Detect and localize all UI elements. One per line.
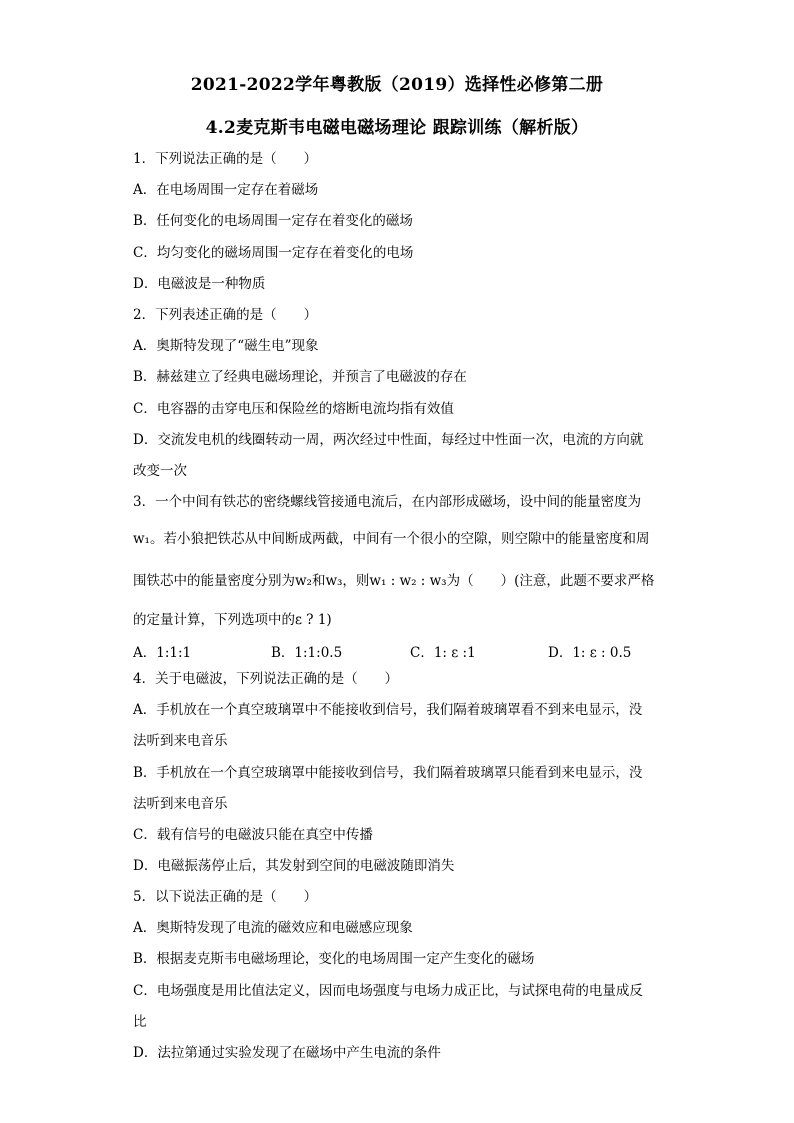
question-stem-line: 围铁芯中的能量密度分别为w₂和w₃，则w₁ : w₂ : w₃为（ ）(注意，此题不要求严格: [133, 573, 655, 590]
option-d-continued: 改变一次: [133, 462, 187, 479]
question-1: [133, 144, 663, 300]
option-c-continued: 比: [133, 1013, 147, 1030]
option-d: D．1: ε : 0.5: [548, 645, 632, 662]
option-b: B．1:1:0.5: [271, 645, 343, 662]
option-c: C．均匀变化的磁场周围一定存在着变化的电场: [133, 244, 414, 261]
option-a: A．奥斯特发现了电流的磁效应和电磁感应现象: [133, 920, 413, 937]
question-stem-line: 的定量计算，下列选项中的ε ? 1): [133, 612, 332, 629]
question-stem-line: w₁。若小狼把铁芯从中间断成两截，中间有一个很小的空隙，则空隙中的能量密度和周: [133, 531, 650, 548]
document-subtitle: 4.2麦克斯韦电磁电磁场理论 跟踪训练（解析版）: [205, 118, 589, 138]
option-a: A．奥斯特发现了“磁生电”现象: [133, 338, 319, 355]
question-stem: 2．下列表述正确的是（ ）: [133, 307, 318, 323]
option-c: C．载有信号的电磁波只能在真空中传播: [133, 826, 373, 843]
option-c: C．电场强度是用比值法定义，因而电场强度与电场力成正比，与试探电荷的电量成反: [133, 982, 643, 999]
question-4: [133, 664, 663, 882]
option-c: C．1: ε :1: [410, 645, 476, 662]
option-d: D．电磁振荡停止后，其发射到空间的电磁波随即消失: [133, 858, 455, 875]
option-d: D．交流发电机的线圈转动一周，两次经过中性面，每经过中性面一次，电流的方向就: [133, 431, 644, 448]
option-b: B．根据麦克斯韦电磁场理论，变化的电场周围一定产生变化的磁场: [133, 951, 535, 968]
option-b: B．任何变化的电场周围一定存在着变化的磁场: [133, 213, 413, 230]
question-3: [133, 487, 663, 669]
option-d: D．电磁波是一种物质: [133, 275, 266, 292]
question-stem: 5．以下说法正确的是（ ）: [133, 889, 318, 905]
option-a: A．手机放在一个真空玻璃罩中不能接收到信号，我们隔着玻璃罩看不到来电显示，没: [133, 702, 643, 719]
document-title: 2021-2022学年粤教版（2019）选择性必修第二册: [190, 75, 604, 95]
question-stem: 4．关于电磁波，下列说法正确的是（ ）: [133, 671, 399, 687]
option-a: A．1:1:1: [133, 645, 192, 662]
option-b: B．赫兹建立了经典电磁场理论，并预言了电磁波的存在: [133, 369, 467, 386]
option-c: C．电容器的击穿电压和保险丝的熔断电流均指有效值: [133, 400, 454, 417]
option-a-continued: 法听到来电音乐: [133, 733, 228, 750]
option-b: B．手机放在一个真空玻璃罩中能接收到信号，我们隔着玻璃罩只能看到来电显示，没: [133, 764, 643, 781]
option-a: A．在电场周围一定存在着磁场: [133, 182, 319, 199]
option-b-continued: 法听到来电音乐: [133, 795, 228, 812]
option-d: D．法拉第通过实验发现了在磁场中产生电流的条件: [133, 1044, 441, 1061]
question-5: [133, 882, 663, 1069]
question-stem-line: 3．一个中间有铁芯的密绕螺线管接通电流后，在内部形成磁场，设中间的能量密度为: [133, 494, 642, 510]
question-stem: 1．下列说法正确的是（ ）: [133, 151, 318, 167]
question-2: [133, 300, 663, 487]
